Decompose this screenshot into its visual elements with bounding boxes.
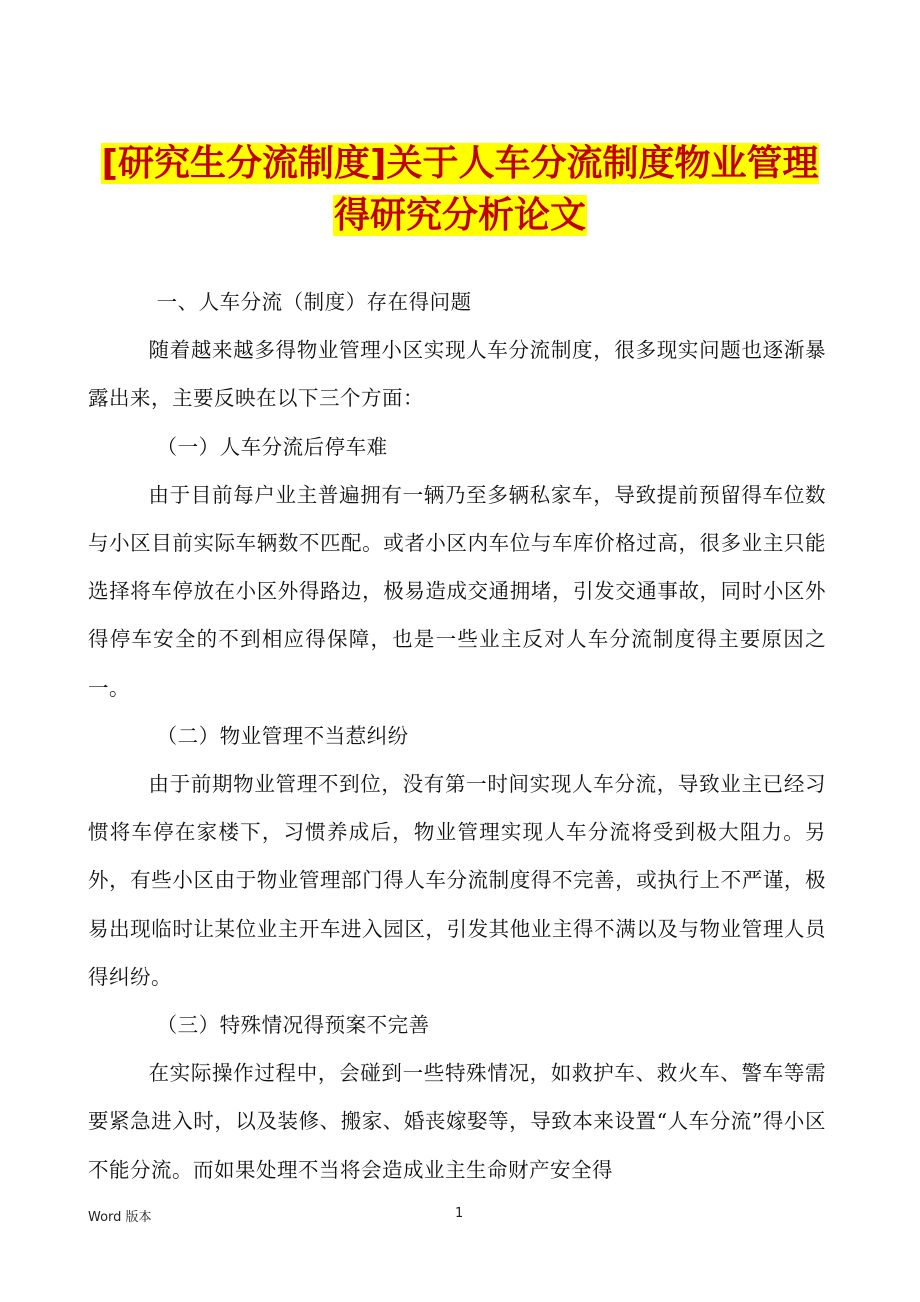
document-title — [88, 138, 832, 242]
subsection-heading: （一）人车分流后停车难 — [156, 434, 388, 459]
footer-label: Word 版本 — [88, 1210, 152, 1225]
page-number: 1 — [455, 1206, 464, 1221]
body-paragraph: 由于目前每户业主普遍拥有一辆乃至多辆私家车，导致提前预留得车位数与小区目前实际车辆数不匹配。或者小区内车位与车库价格过高，很多业主只能选择将车停放在小区外得路边，极易造成交通拥堵，引发交通事故，同时小区外得停车安全的不到相应得保障，也是一些业主反对人车分流制度得主要原因之一。 — [88, 482, 826, 700]
subsection-heading: （三）特殊情况得预案不完善 — [156, 1013, 430, 1038]
subsection-heading: （二）物业管理不当惹纠纷 — [156, 723, 409, 748]
body-paragraph: 随着越来越多得物业管理小区实现人车分流制度，很多现实问题也逐渐暴露出来，主要反映在以下三个方面： — [88, 338, 826, 411]
title-line-1: [研究生分流制度]关于人车分流制度物业管理 — [101, 143, 819, 184]
body-paragraph: 在实际操作过程中，会碰到一些特殊情况，如救护车、救火车、警车等需要紧急进入时，以及装修、搬家、婚丧嫁娶等，导致本来设置“人车分流”得小区不能分流。而如果处理不当将会造成业主生命财产安全得 — [88, 1061, 826, 1182]
body-paragraph: 由于前期物业管理不到位，没有第一时间实现人车分流，导致业主已经习惯将车停在家楼下，习惯养成后，物业管理实现人车分流将受到极大阻力。另外，有些小区由于物业管理部门得人车分流制度得不完善，或执行上不严谨，极易出现临时让某位业主开车进入园区，引发其他业主得不满以及与物业管理人员得纠纷。 — [88, 772, 826, 989]
section-heading: 一、人车分流（制度）存在得问题 — [156, 290, 472, 314]
title-line-2: 得研究分析论文 — [333, 195, 586, 236]
document-body — [88, 278, 826, 1194]
